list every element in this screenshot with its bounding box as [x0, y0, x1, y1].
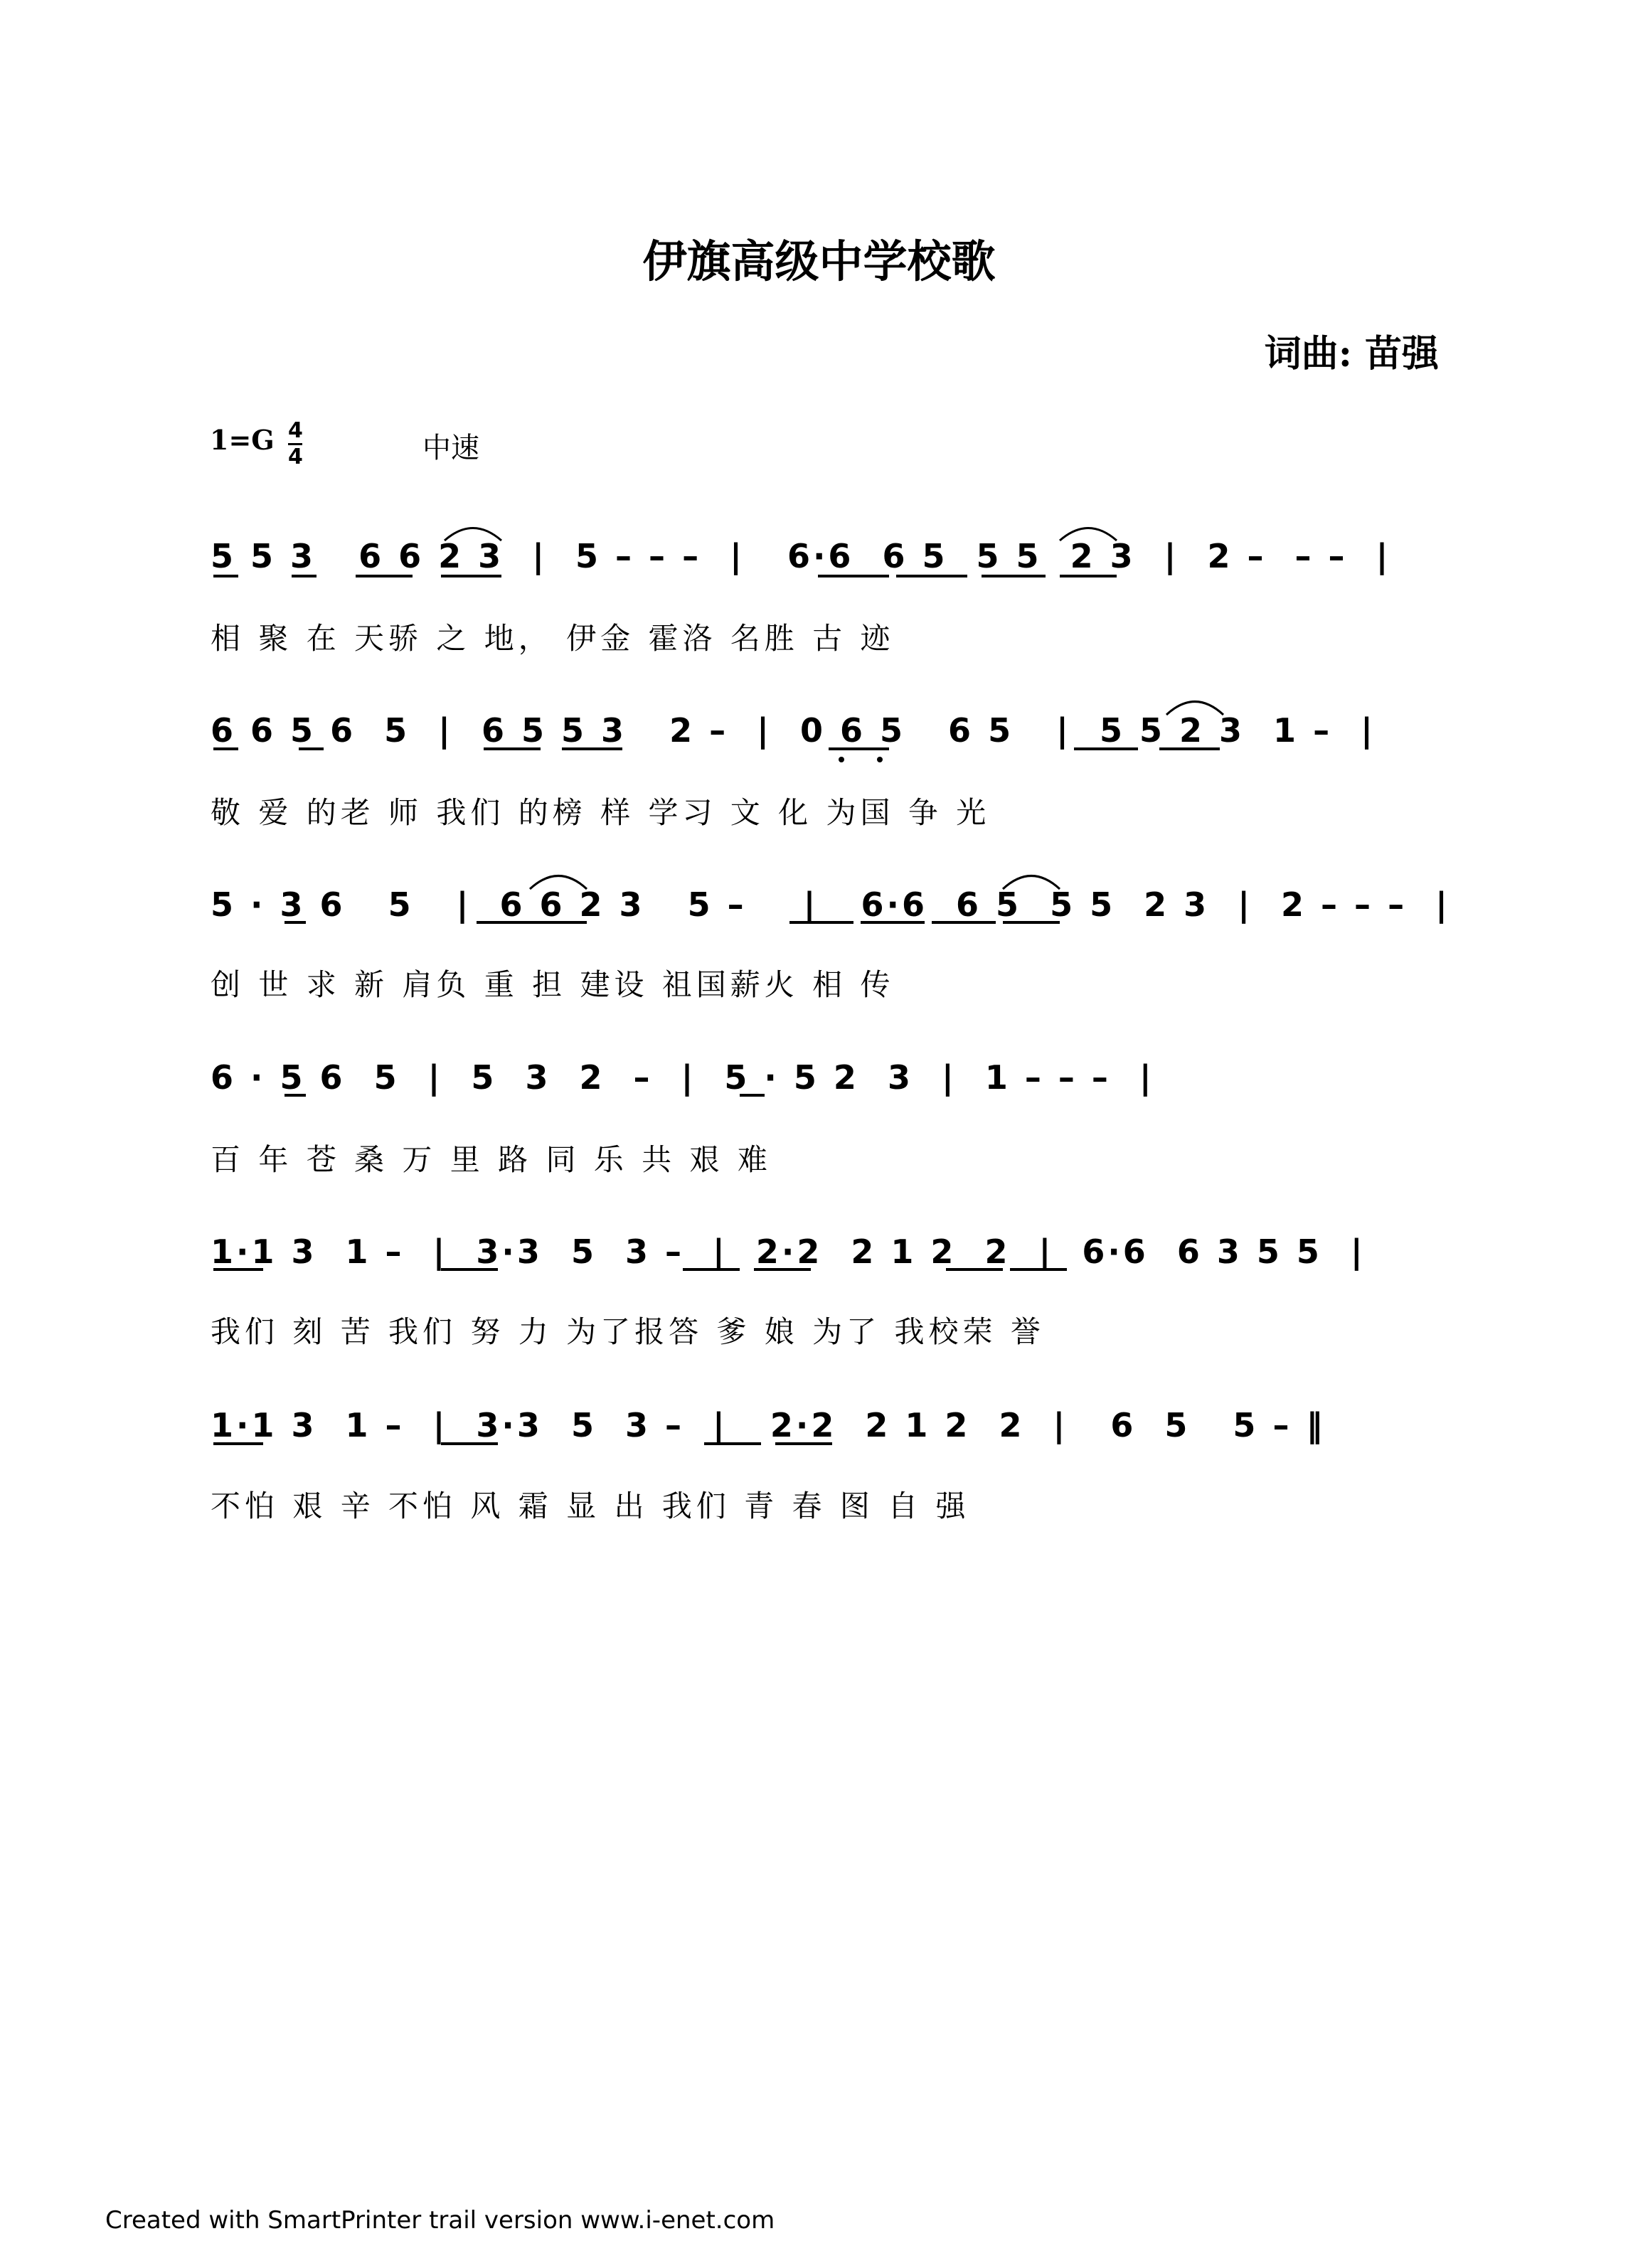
lyrics-line-2: 敬 爱 的老 师 我们 的榜 样 学习 文 化 为国 争 光: [211, 795, 991, 830]
time-signature-bottom: 4: [288, 444, 303, 469]
slur-mark: [445, 528, 501, 541]
slur-mark: [1166, 702, 1223, 715]
low-octave-dot: [877, 757, 883, 762]
low-octave-dot: [839, 757, 844, 762]
lyrics-line-4: 百 年 苍 桑 万 里 路 同 乐 共 艰 难: [211, 1142, 772, 1177]
notation-line-2: 6 6 5 6 5 | 6 5 5 3 2 – | 0 6 5 6 5 | 5 5 2 3 1 – |: [211, 711, 1376, 750]
notation-line-4: 6 · 5 6 5 | 5 3 2 – | 5 · 5 2 3 | 1 – – – |: [211, 1058, 1154, 1097]
footer-watermark: Created with SmartPrinter trail version www.i-enet.com: [105, 2206, 775, 2235]
slur-mark: [1003, 876, 1060, 890]
notation-line-3: 5 · 3 6 5 | 6 6 2 3 5 – | 6·6 6 5 5 5 2 3 | 2 – – – |: [211, 885, 1450, 924]
lyrics-line-3: 创 世 求 新 肩负 重 担 建设 祖国薪火 相 传: [211, 967, 895, 1002]
song-title: 伊旗高级中学校歌: [642, 235, 996, 287]
lyrics-line-6: 不怕 艰 辛 不怕 风 霜 显 出 我们 青 春 图 自 强: [211, 1489, 970, 1523]
notation-line-1: 5 5 3 6 6 2 3 | 5 – – – | 6·6 6 5 5 5 2 3 | 2 – – – |: [211, 537, 1391, 575]
lyrics-line-1: 相 聚 在 天骄 之 地， 伊金 霍洛 名胜 古 迹: [211, 621, 895, 656]
key-signature: 1=G: [210, 424, 275, 456]
notation-line-5: 1·1 3 1 – | 3·3 5 3 – | 2·2 2 1 2 2 | 6·6 6 3 5 5 |: [211, 1233, 1366, 1271]
author-credit: 词曲: 苗强: [1264, 332, 1439, 376]
notation-line-6: 1·1 3 1 – | 3·3 5 3 – | 2·2 2 1 2 2 | 6 5 5 – ‖: [211, 1406, 1326, 1444]
time-signature-top: 4: [288, 418, 303, 443]
tempo-marking: 中速: [422, 432, 479, 464]
slur-mark: [530, 876, 587, 890]
lyrics-line-5: 我们 刻 苦 我们 努 力 为了报答 爹 娘 为了 我校荣 誉: [211, 1314, 1045, 1349]
slur-mark: [1060, 528, 1117, 541]
